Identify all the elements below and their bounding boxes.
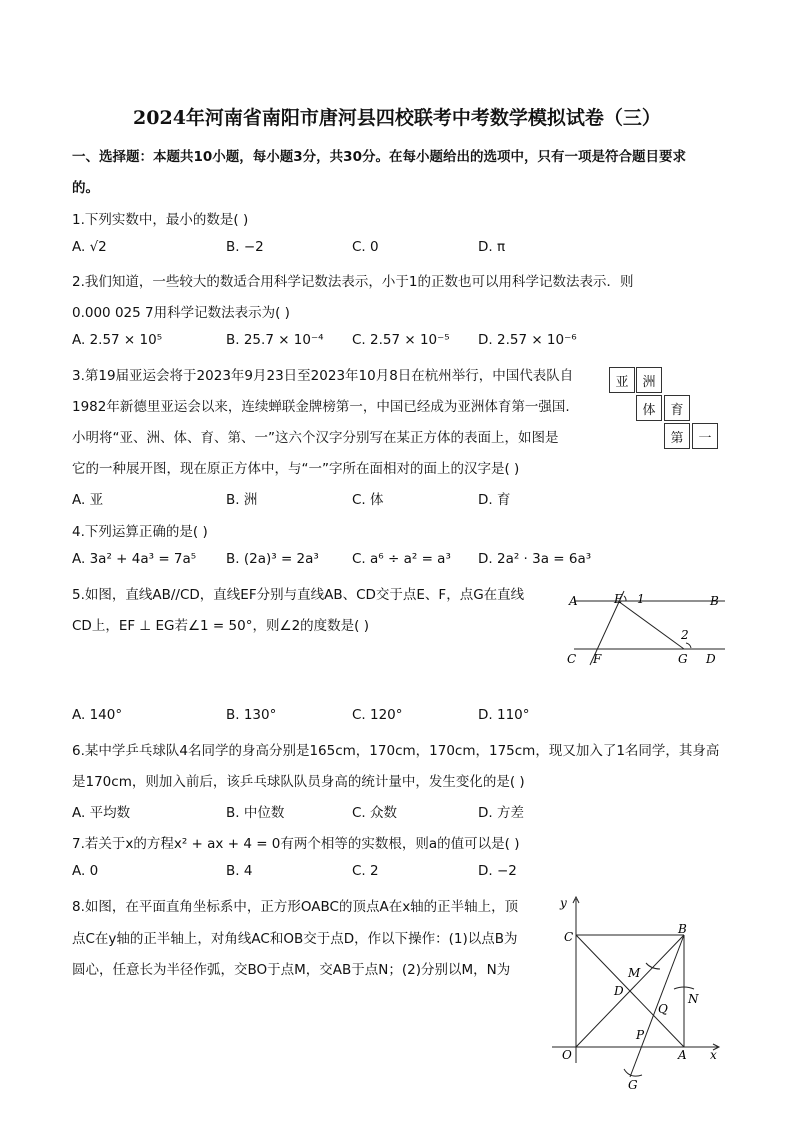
- net-cell: 洲: [636, 367, 662, 393]
- point-label: B: [678, 922, 687, 936]
- question-8-line3: 圆心，任意长为半径作弧，交BO于点M，交AB于点N；(2)分别以M，N为: [72, 962, 511, 978]
- q1-option-b: B. −2: [226, 239, 264, 255]
- q6-option-d: D. 方差: [478, 805, 524, 821]
- question-5-line2: CD上，EF ⊥ EG若∠1 = 50°，则∠2的度数是( ): [72, 618, 369, 634]
- section-heading-cont: 的。: [72, 180, 99, 196]
- q7-option-c: C. 2: [352, 863, 379, 879]
- question-1-stem: 1.下列实数中，最小的数是( ): [72, 212, 249, 228]
- point-label: D: [706, 652, 716, 666]
- question-3-line1: 3.第19届亚运会将于2023年9月23日至2023年10月8日在杭州举行，中国代表队自: [72, 368, 574, 384]
- net-cell: 育: [664, 395, 690, 421]
- q3-option-d: D. 育: [478, 492, 511, 508]
- question-2-line1: 2.我们知道，一些较大的数适合用科学记数法表示，小于1的正数也可以用科学记数法表示．则: [72, 274, 634, 290]
- q2-option-c: C. 2.57 × 10⁻⁵: [352, 332, 450, 348]
- question-3-line2: 1982年新德里亚运会以来，连续蝉联金牌榜第一，中国已经成为亚洲体育第一强国.: [72, 399, 570, 415]
- q5-option-b: B. 130°: [226, 707, 277, 723]
- q3-option-c: C. 体: [352, 492, 384, 508]
- point-label: A: [678, 1048, 687, 1062]
- net-cell: 亚: [609, 367, 635, 393]
- question-7-stem: 7.若关于x的方程x² + ax + 4 = 0有两个相等的实数根，则a的值可以是( ): [72, 836, 520, 852]
- q7-option-d: D. −2: [478, 863, 517, 879]
- net-cell: 一: [692, 423, 718, 449]
- q2-option-b: B. 25.7 × 10⁻⁴: [226, 332, 324, 348]
- point-label: B: [710, 594, 719, 608]
- net-cell: 体: [636, 395, 662, 421]
- point-label: P: [636, 1028, 645, 1042]
- point-label: D: [614, 984, 624, 998]
- q3-option-a: A. 亚: [72, 492, 104, 508]
- net-cell: 第: [664, 423, 690, 449]
- axis-label: x: [710, 1048, 717, 1062]
- q4-option-b: B. (2a)³ = 2a³: [226, 551, 319, 567]
- q7-option-a: A. 0: [72, 863, 99, 879]
- q6-option-b: B. 中位数: [226, 805, 285, 821]
- point-label: E: [614, 592, 623, 606]
- point-label: G: [678, 652, 688, 666]
- q2-option-d: D. 2.57 × 10⁻⁶: [478, 332, 577, 348]
- coordinate-square-figure: [548, 893, 728, 1093]
- question-6-line2: 是170cm，则加入前后，该乒乓球队队员身高的统计量中，发生变化的是( ): [72, 774, 525, 790]
- point-label: G: [628, 1078, 638, 1092]
- question-3-line3: 小明将“亚、洲、体、育、第、一”这六个汉字分别写在某正方体的表面上，如图是: [72, 430, 559, 446]
- angle-label: 1: [637, 592, 645, 606]
- point-label: C: [567, 652, 577, 666]
- q5-option-a: A. 140°: [72, 707, 123, 723]
- question-8-line2: 点C在y轴的正半轴上，对角线AC和OB交于点D，作以下操作：(1)以点B为: [72, 931, 518, 947]
- axis-label: y: [560, 896, 567, 910]
- point-label: F: [593, 652, 602, 666]
- point-label: O: [562, 1048, 572, 1062]
- angle-label: 2: [681, 628, 689, 642]
- q5-option-d: D. 110°: [478, 707, 530, 723]
- page-title: 2024年河南省南阳市唐河县四校联考中考数学模拟试卷（三）: [133, 107, 661, 129]
- q4-option-c: C. a⁶ ÷ a² = a³: [352, 551, 451, 567]
- q3-option-b: B. 洲: [226, 492, 258, 508]
- question-5-line1: 5.如图，直线AB//CD，直线EF分别与直线AB、CD交于点E、F，点G在直线: [72, 587, 525, 603]
- q5-option-c: C. 120°: [352, 707, 403, 723]
- point-label: Q: [658, 1002, 668, 1016]
- point-label: C: [564, 930, 574, 944]
- point-label: M: [628, 966, 641, 980]
- q1-option-a: A. √2: [72, 239, 107, 255]
- question-2-line2: 0.000 025 7用科学记数法表示为( ): [72, 305, 290, 321]
- parallel-lines-figure: [560, 585, 730, 675]
- q4-option-d: D. 2a² · 3a = 6a³: [478, 551, 592, 567]
- question-6-line1: 6.某中学乒乓球队4名同学的身高分别是165cm，170cm，170cm，175cm，现又加入了1名同学，其身高: [72, 743, 720, 759]
- point-label: A: [569, 594, 578, 608]
- question-8-line1: 8.如图，在平面直角坐标系中，正方形OABC的顶点A在x轴的正半轴上，顶: [72, 899, 519, 915]
- question-4-stem: 4.下列运算正确的是( ): [72, 524, 208, 540]
- q7-option-b: B. 4: [226, 863, 253, 879]
- q4-option-a: A. 3a² + 4a³ = 7a⁵: [72, 551, 197, 567]
- q1-option-c: C. 0: [352, 239, 379, 255]
- q2-option-a: A. 2.57 × 10⁵: [72, 332, 163, 348]
- q6-option-a: A. 平均数: [72, 805, 131, 821]
- question-3-line4: 它的一种展开图，现在原正方体中，与“一”字所在面相对的面上的汉字是( ): [72, 461, 520, 477]
- q6-option-c: C. 众数: [352, 805, 398, 821]
- section-heading: 一、选择题：本题共10小题，每小题3分，共30分。在每小题给出的选项中，只有一项是符合题目要求: [72, 149, 686, 165]
- q1-option-d: D. π: [478, 239, 506, 255]
- point-label: N: [688, 992, 699, 1006]
